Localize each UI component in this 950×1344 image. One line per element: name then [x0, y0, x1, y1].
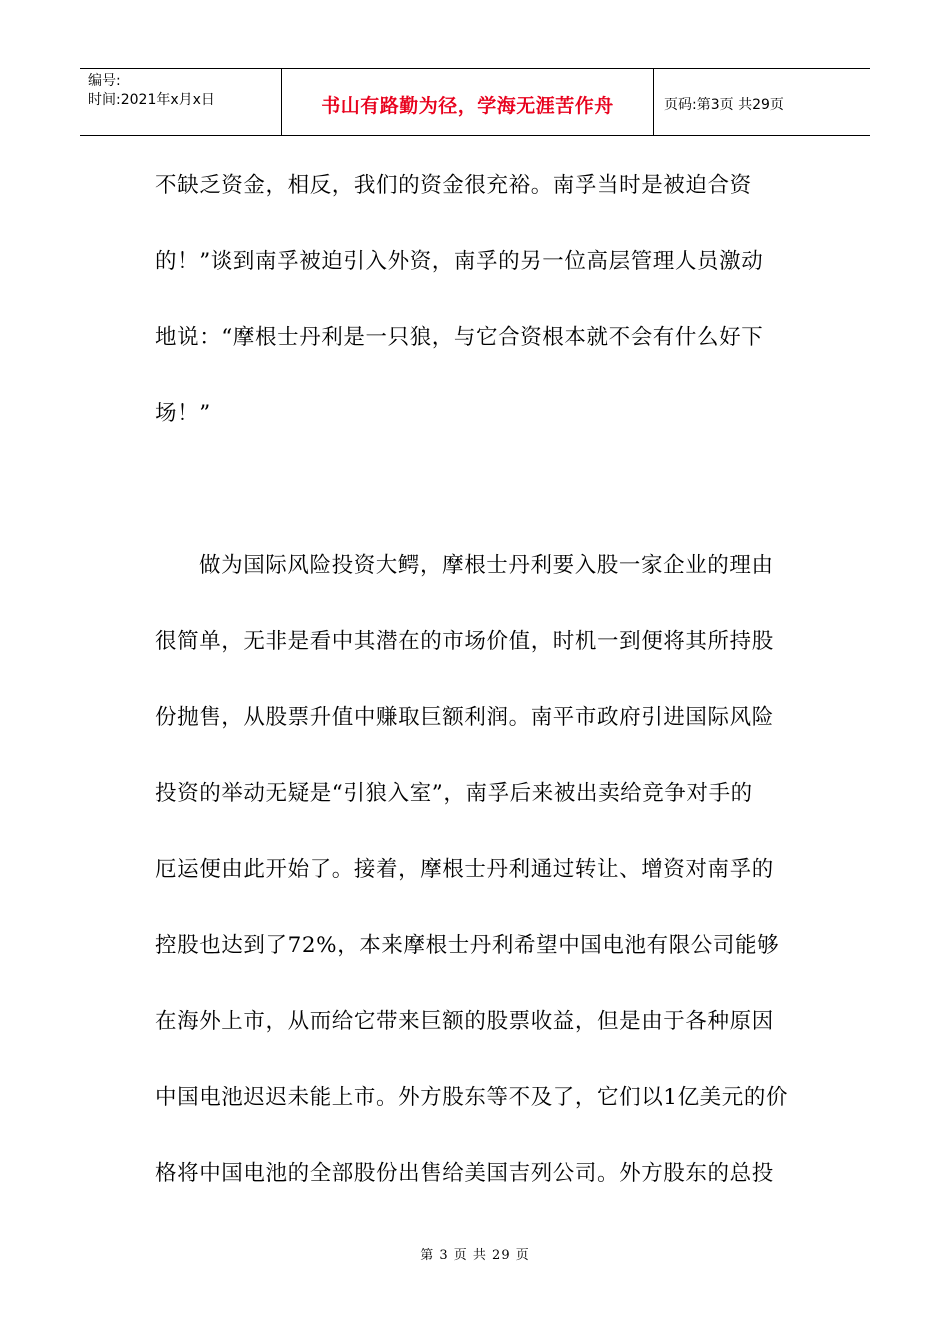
- text-line: 不缺乏资金，相反，我们的资金很充裕。南孚当时是被迫合资: [155, 173, 752, 198]
- text-line: 做为国际风险投资大鳄，摩根士丹利要入股一家企业的理由: [199, 553, 774, 578]
- text-line: 在海外上市，从而给它带来巨额的股票收益，但是由于各种原因: [155, 1009, 774, 1034]
- header-motto: 书山有路勤为径，学海无涯苦作舟: [321, 94, 614, 117]
- page-footer: 第 3 页 共 29 页: [420, 1248, 530, 1263]
- document-time-label: 时间:2021年x月x日: [88, 92, 215, 108]
- text-line: 地说：“摩根士丹利是一只狼，与它合资根本就不会有什么好下: [155, 325, 764, 350]
- document-body: [155, 148, 815, 1212]
- header-motto-cell: [282, 69, 654, 135]
- text-line: 场！”: [155, 401, 211, 426]
- paragraph: [155, 148, 815, 452]
- text-line: 份抛售，从股票升值中赚取巨额利润。南平市政府引进国际风险: [155, 705, 774, 730]
- text-line: 控股也达到了72%，本来摩根士丹利希望中国电池有限公司能够: [155, 933, 780, 958]
- text-line: 厄运便由此开始了。接着，摩根士丹利通过转让、增资对南孚的: [155, 857, 774, 882]
- text-line: 很简单，无非是看中其潜在的市场价值，时机一到便将其所持股: [155, 629, 774, 654]
- page-header: [80, 68, 870, 136]
- paragraph-spacer: [155, 452, 815, 528]
- document-number-label: 编号:: [88, 73, 121, 89]
- text-line: 投资的举动无疑是“引狼入室”，南孚后来被出卖给竞争对手的: [155, 781, 753, 806]
- text-line: 格将中国电池的全部股份出售给美国吉列公司。外方股东的总投: [155, 1161, 774, 1186]
- paragraph: [155, 528, 815, 1212]
- header-meta: [80, 69, 282, 135]
- text-line: 中国电池迟迟未能上市。外方股东等不及了，它们以1亿美元的价: [155, 1085, 789, 1110]
- header-page-info: 页码:第3页 共29页: [664, 97, 784, 113]
- text-line: 的！”谈到南孚被迫引入外资，南孚的另一位高层管理人员激动: [155, 249, 764, 274]
